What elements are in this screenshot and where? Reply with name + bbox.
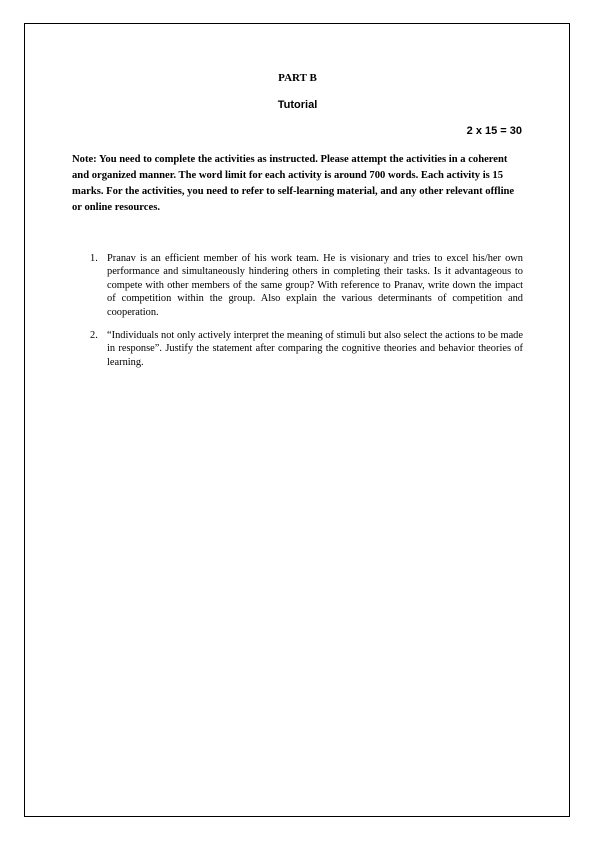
question-list bbox=[90, 252, 523, 379]
question-number: 2. bbox=[90, 330, 98, 342]
question-number: 1. bbox=[90, 253, 98, 264]
instructions-note: Note: You need to complete the activities as instructed. Please attempt the activities in a coherent and organized manner. The word limit for each activity is around 700 words. Each activity is 15 marks. For the activities, you need to refer to self-learning material, and any other relevant offline or online resources. bbox=[72, 154, 515, 213]
part-title: PART B bbox=[278, 72, 317, 84]
question-text: Pranav is an efficient member of his work team. He is visionary and tries to excel his/her own performance and simultaneously hindering others in completing their tasks. Is it advantageous to compete with other members of the same group? With reference to Pranav, write down the impact of competition within the group. Also explain the various determinants of competition and cooperation. bbox=[107, 253, 523, 318]
section-subtitle: Tutorial bbox=[277, 99, 318, 111]
question-item bbox=[90, 329, 523, 369]
question-text: “Individuals not only actively interpret the meaning of stimuli but also select the actions to be made in response”. Justify the statement after comparing the cognitive theories and behavior theories of learning. bbox=[107, 330, 523, 368]
page-border bbox=[24, 23, 570, 817]
marks-allocation: 2 x 15 = 30 bbox=[466, 125, 522, 137]
question-item bbox=[90, 252, 523, 319]
